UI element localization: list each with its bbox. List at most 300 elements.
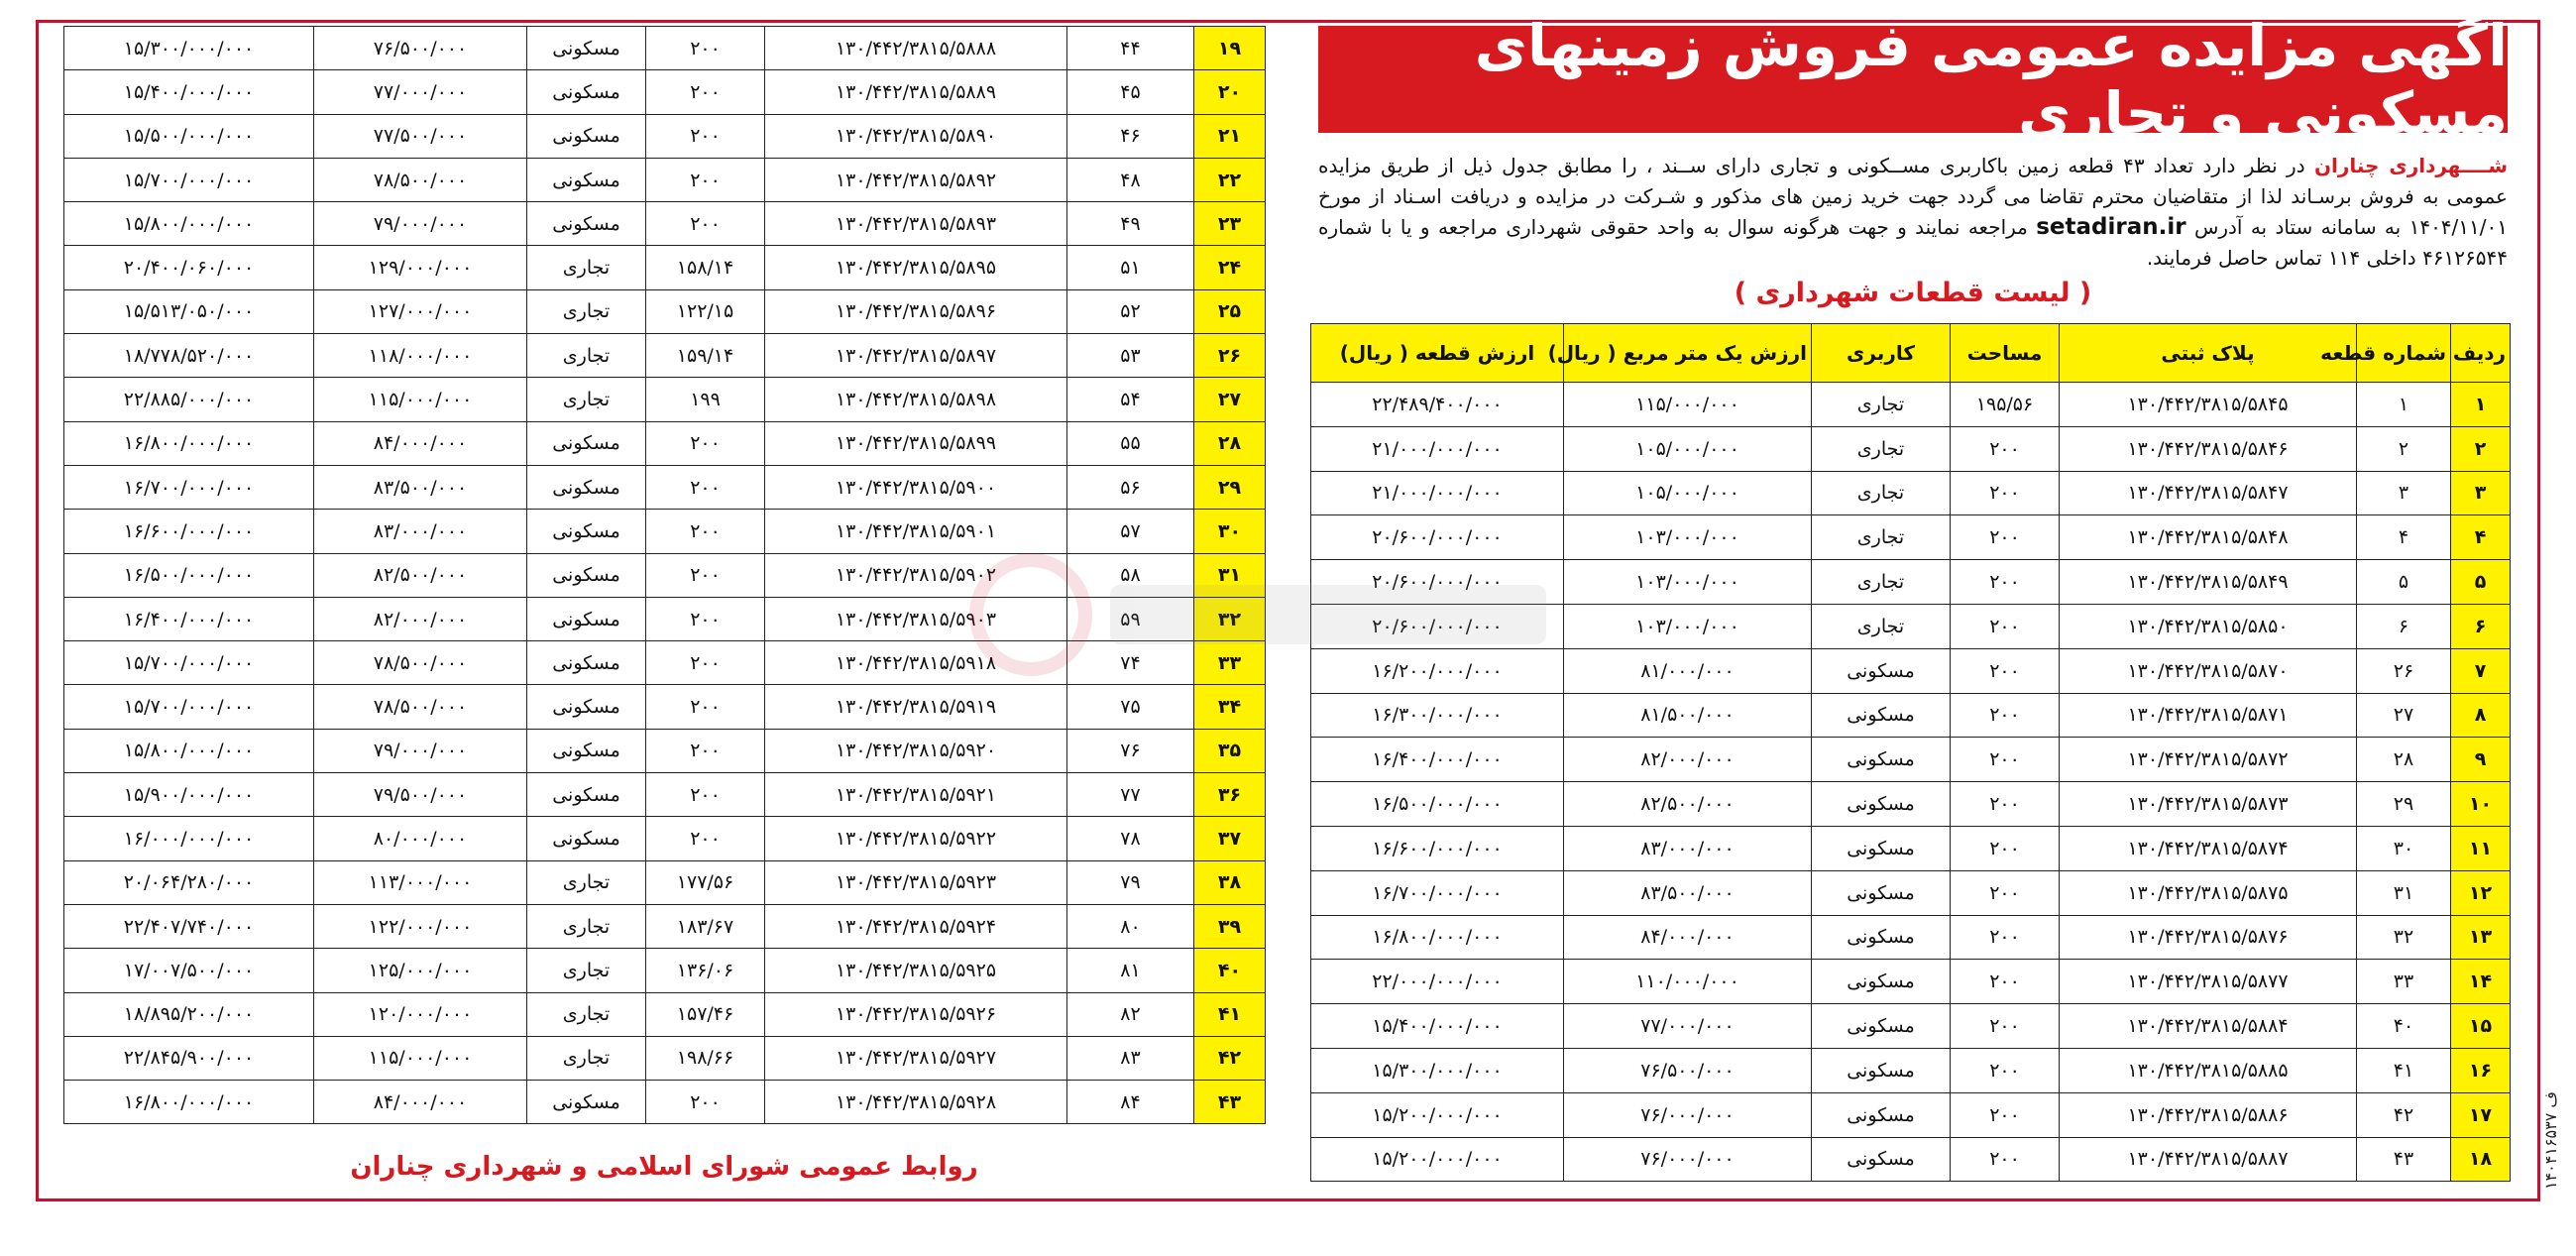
table-row — [1311, 604, 2511, 648]
area-cell: ۲۰۰ — [1951, 1048, 2060, 1092]
price-per-sqm-cell: ۷۶/۵۰۰/۰۰۰ — [314, 27, 527, 70]
parcel-number-cell: ۷۵ — [1067, 685, 1194, 729]
row-number-cell: ۲۶ — [1194, 334, 1266, 378]
table-row — [1311, 560, 2511, 605]
parcel-value-cell: ۱۵/۳۰۰/۰۰۰/۰۰۰ — [1311, 1048, 1564, 1092]
parcel-number-cell: ۵۶ — [1067, 465, 1194, 509]
area-cell: ۲۰۰ — [1951, 471, 2060, 515]
row-number-cell: ۲۰ — [1194, 70, 1266, 114]
price-per-sqm-cell: ۱۰۳/۰۰۰/۰۰۰ — [1564, 560, 1812, 605]
table-header-row — [1311, 324, 2511, 383]
table-row — [1311, 960, 2511, 1004]
table-row — [1311, 738, 2511, 782]
area-cell: ۲۰۰ — [646, 729, 765, 772]
parcel-value-cell: ۱۵/۴۰۰/۰۰۰/۰۰۰ — [1311, 1004, 1564, 1049]
usage-cell: مسکونی — [1812, 648, 1951, 693]
registration-plate-cell: ۱۳۰/۴۴۲/۳۸۱۵/۵۹۲۳ — [765, 860, 1067, 904]
row-number-cell: ۳۱ — [1194, 553, 1266, 597]
area-cell: ۲۰۰ — [1951, 1137, 2060, 1182]
parcel-value-cell: ۲۲/۸۴۵/۹۰۰/۰۰۰ — [64, 1036, 314, 1080]
parcel-value-cell: ۱۶/۸۰۰/۰۰۰/۰۰۰ — [64, 421, 314, 465]
parcel-number-cell: ۵ — [2357, 560, 2451, 605]
parcel-value-cell: ۲۰/۰۶۴/۲۸۰/۰۰۰ — [64, 860, 314, 904]
row-number-cell: ۲ — [2451, 426, 2511, 471]
price-per-sqm-cell: ۱۲۲/۰۰۰/۰۰۰ — [314, 904, 527, 948]
col-header-area: مساحت — [1951, 324, 2060, 383]
parcel-value-cell: ۲۲/۴۰۷/۷۴۰/۰۰۰ — [64, 904, 314, 948]
parcel-value-cell: ۱۵/۷۰۰/۰۰۰/۰۰۰ — [64, 158, 314, 201]
registration-plate-cell: ۱۳۰/۴۴۲/۳۸۱۵/۵۹۰۱ — [765, 510, 1067, 553]
row-number-cell: ۳۴ — [1194, 685, 1266, 729]
parcel-value-cell: ۱۶/۷۰۰/۰۰۰/۰۰۰ — [1311, 870, 1564, 915]
parcel-value-cell: ۲۰/۶۰۰/۰۰۰/۰۰۰ — [1311, 515, 1564, 560]
table-row — [64, 1036, 1266, 1080]
price-per-sqm-cell: ۱۱۵/۰۰۰/۰۰۰ — [314, 1036, 527, 1080]
usage-cell: مسکونی — [1812, 870, 1951, 915]
registration-plate-cell: ۱۳۰/۴۴۲/۳۸۱۵/۵۸۷۵ — [2060, 870, 2357, 915]
usage-cell: تجاری — [527, 334, 646, 378]
row-number-cell: ۳۹ — [1194, 904, 1266, 948]
usage-cell: تجاری — [527, 378, 646, 421]
parcel-number-cell: ۴۱ — [2357, 1048, 2451, 1092]
area-cell: ۲۰۰ — [646, 641, 765, 685]
registration-plate-cell: ۱۳۰/۴۴۲/۳۸۱۵/۵۸۴۷ — [2060, 471, 2357, 515]
registration-plate-cell: ۱۳۰/۴۴۲/۳۸۱۵/۵۹۰۳ — [765, 597, 1067, 640]
row-number-cell: ۹ — [2451, 738, 2511, 782]
parcel-value-cell: ۱۶/۸۰۰/۰۰۰/۰۰۰ — [1311, 915, 1564, 960]
area-cell: ۲۰۰ — [646, 421, 765, 465]
intro-paragraph — [1318, 151, 2508, 274]
usage-cell: تجاری — [527, 904, 646, 948]
price-per-sqm-cell: ۱۱۸/۰۰۰/۰۰۰ — [314, 334, 527, 378]
row-number-cell: ۲۷ — [1194, 378, 1266, 421]
price-per-sqm-cell: ۱۲۹/۰۰۰/۰۰۰ — [314, 246, 527, 289]
usage-cell: مسکونی — [527, 70, 646, 114]
usage-cell: تجاری — [1812, 604, 1951, 648]
usage-cell: مسکونی — [1812, 915, 1951, 960]
usage-cell: مسکونی — [1812, 1092, 1951, 1137]
table-row — [1311, 826, 2511, 870]
usage-cell: تجاری — [527, 992, 646, 1036]
registration-plate-cell: ۱۳۰/۴۴۲/۳۸۱۵/۵۸۷۳ — [2060, 782, 2357, 827]
parcel-value-cell: ۲۲/۸۸۵/۰۰۰/۰۰۰ — [64, 378, 314, 421]
parcel-value-cell: ۱۶/۲۰۰/۰۰۰/۰۰۰ — [1311, 648, 1564, 693]
parcel-number-cell: ۷۶ — [1067, 729, 1194, 772]
price-per-sqm-cell: ۷۸/۵۰۰/۰۰۰ — [314, 685, 527, 729]
row-number-cell: ۲۲ — [1194, 158, 1266, 201]
row-number-cell: ۱۴ — [2451, 960, 2511, 1004]
price-per-sqm-cell: ۱۱۰/۰۰۰/۰۰۰ — [1564, 960, 1812, 1004]
registration-plate-cell: ۱۳۰/۴۴۲/۳۸۱۵/۵۸۹۳ — [765, 202, 1067, 246]
row-number-cell: ۸ — [2451, 693, 2511, 738]
price-per-sqm-cell: ۸۴/۰۰۰/۰۰۰ — [1564, 915, 1812, 960]
table-row — [64, 597, 1266, 640]
parcel-value-cell: ۱۵/۷۰۰/۰۰۰/۰۰۰ — [64, 641, 314, 685]
parcel-value-cell: ۱۸/۷۷۸/۵۲۰/۰۰۰ — [64, 334, 314, 378]
parcel-value-cell: ۱۵/۵۱۳/۰۵۰/۰۰۰ — [64, 289, 314, 333]
usage-cell: مسکونی — [527, 1081, 646, 1124]
parcel-number-cell: ۳۳ — [2357, 960, 2451, 1004]
parcel-number-cell: ۷۷ — [1067, 773, 1194, 817]
parcel-value-cell: ۱۵/۸۰۰/۰۰۰/۰۰۰ — [64, 202, 314, 246]
row-number-cell: ۲۱ — [1194, 114, 1266, 158]
registration-plate-cell: ۱۳۰/۴۴۲/۳۸۱۵/۵۸۴۶ — [2060, 426, 2357, 471]
municipality-name: شــــهرداری چناران — [2313, 154, 2509, 177]
registration-plate-cell: ۱۳۰/۴۴۲/۳۸۱۵/۵۸۹۶ — [765, 289, 1067, 333]
parcel-number-cell: ۲۹ — [2357, 782, 2451, 827]
table-row — [64, 289, 1266, 333]
area-cell: ۲۰۰ — [646, 465, 765, 509]
price-per-sqm-cell: ۸۲/۵۰۰/۰۰۰ — [314, 553, 527, 597]
area-cell: ۲۰۰ — [646, 597, 765, 640]
row-number-cell: ۳۵ — [1194, 729, 1266, 772]
registration-plate-cell: ۱۳۰/۴۴۲/۳۸۱۵/۵۸۹۹ — [765, 421, 1067, 465]
parcel-value-cell: ۱۶/۴۰۰/۰۰۰/۰۰۰ — [1311, 738, 1564, 782]
table-row — [1311, 648, 2511, 693]
registration-plate-cell: ۱۳۰/۴۴۲/۳۸۱۵/۵۸۹۵ — [765, 246, 1067, 289]
table-row — [1311, 515, 2511, 560]
registration-plate-cell: ۱۳۰/۴۴۲/۳۸۱۵/۵۹۲۸ — [765, 1081, 1067, 1124]
col-header-price-per-sqm: ارزش یک متر مربع ( ریال) — [1564, 324, 1812, 383]
table-row — [64, 904, 1266, 948]
usage-cell: تجاری — [1812, 560, 1951, 605]
table-row — [64, 553, 1266, 597]
table-row — [1311, 693, 2511, 738]
parcel-value-cell: ۲۰/۴۰۰/۰۶۰/۰۰۰ — [64, 246, 314, 289]
area-cell: ۱۹۵/۵۶ — [1951, 383, 2060, 427]
registration-plate-cell: ۱۳۰/۴۴۲/۳۸۱۵/۵۸۹۸ — [765, 378, 1067, 421]
table-row — [1311, 1048, 2511, 1092]
row-number-cell: ۲۳ — [1194, 202, 1266, 246]
price-per-sqm-cell: ۸۳/۵۰۰/۰۰۰ — [1564, 870, 1812, 915]
area-cell: ۲۰۰ — [646, 773, 765, 817]
table-row — [64, 465, 1266, 509]
price-per-sqm-cell: ۸۴/۰۰۰/۰۰۰ — [314, 1081, 527, 1124]
parcel-number-cell: ۴۹ — [1067, 202, 1194, 246]
area-cell: ۲۰۰ — [646, 70, 765, 114]
row-number-cell: ۶ — [2451, 604, 2511, 648]
parcel-value-cell: ۱۸/۸۹۵/۲۰۰/۰۰۰ — [64, 992, 314, 1036]
usage-cell: تجاری — [1812, 515, 1951, 560]
parcel-number-cell: ۸۴ — [1067, 1081, 1194, 1124]
parcel-number-cell: ۵۷ — [1067, 510, 1194, 553]
registration-plate-cell: ۱۳۰/۴۴۲/۳۸۱۵/۵۹۱۸ — [765, 641, 1067, 685]
price-per-sqm-cell: ۸۱/۰۰۰/۰۰۰ — [1564, 648, 1812, 693]
row-number-cell: ۳۳ — [1194, 641, 1266, 685]
price-per-sqm-cell: ۸۲/۵۰۰/۰۰۰ — [1564, 782, 1812, 827]
parcel-number-cell: ۵۹ — [1067, 597, 1194, 640]
parcel-number-cell: ۵۱ — [1067, 246, 1194, 289]
parcel-value-cell: ۲۱/۰۰۰/۰۰۰/۰۰۰ — [1311, 426, 1564, 471]
parcel-value-cell: ۱۶/۶۰۰/۰۰۰/۰۰۰ — [64, 510, 314, 553]
row-number-cell: ۵ — [2451, 560, 2511, 605]
row-number-cell: ۱۶ — [2451, 1048, 2511, 1092]
registration-plate-cell: ۱۳۰/۴۴۲/۳۸۱۵/۵۹۲۰ — [765, 729, 1067, 772]
parcel-value-cell: ۱۵/۳۰۰/۰۰۰/۰۰۰ — [64, 27, 314, 70]
row-number-cell: ۲۴ — [1194, 246, 1266, 289]
registration-plate-cell: ۱۳۰/۴۴۲/۳۸۱۵/۵۹۲۴ — [765, 904, 1067, 948]
parcel-value-cell: ۱۶/۵۰۰/۰۰۰/۰۰۰ — [64, 553, 314, 597]
table-row — [64, 70, 1266, 114]
price-per-sqm-cell: ۱۱۵/۰۰۰/۰۰۰ — [1564, 383, 1812, 427]
parcel-value-cell: ۱۶/۰۰۰/۰۰۰/۰۰۰ — [64, 817, 314, 860]
registration-plate-cell: ۱۳۰/۴۴۲/۳۸۱۵/۵۸۸۹ — [765, 70, 1067, 114]
area-cell: ۲۰۰ — [646, 27, 765, 70]
registration-plate-cell: ۱۳۰/۴۴۲/۳۸۱۵/۵۸۸۵ — [2060, 1048, 2357, 1092]
registration-plate-cell: ۱۳۰/۴۴۲/۳۸۱۵/۵۹۲۶ — [765, 992, 1067, 1036]
site-address: setadiran.ir — [2036, 214, 2186, 240]
area-cell: ۲۰۰ — [1951, 1004, 2060, 1049]
registration-plate-cell: ۱۳۰/۴۴۲/۳۸۱۵/۵۸۷۲ — [2060, 738, 2357, 782]
parcel-number-cell: ۴ — [2357, 515, 2451, 560]
registration-plate-cell: ۱۳۰/۴۴۲/۳۸۱۵/۵۸۸۸ — [765, 27, 1067, 70]
usage-cell: مسکونی — [527, 817, 646, 860]
area-cell: ۲۰۰ — [1951, 826, 2060, 870]
registration-plate-cell: ۱۳۰/۴۴۲/۳۸۱۵/۵۸۸۴ — [2060, 1004, 2357, 1049]
usage-cell: مسکونی — [527, 421, 646, 465]
table-row — [1311, 1137, 2511, 1182]
area-cell: ۲۰۰ — [1951, 870, 2060, 915]
registration-plate-cell: ۱۳۰/۴۴۲/۳۸۱۵/۵۹۲۷ — [765, 1036, 1067, 1080]
table-row — [64, 641, 1266, 685]
price-per-sqm-cell: ۱۱۵/۰۰۰/۰۰۰ — [314, 378, 527, 421]
row-number-cell: ۴۳ — [1194, 1081, 1266, 1124]
price-per-sqm-cell: ۱۰۳/۰۰۰/۰۰۰ — [1564, 604, 1812, 648]
row-number-cell: ۲۵ — [1194, 289, 1266, 333]
area-cell: ۲۰۰ — [646, 510, 765, 553]
usage-cell: تجاری — [527, 289, 646, 333]
registration-plate-cell: ۱۳۰/۴۴۲/۳۸۱۵/۵۸۸۶ — [2060, 1092, 2357, 1137]
ad-title-banner — [1318, 12, 2508, 147]
parcel-value-cell: ۱۶/۵۰۰/۰۰۰/۰۰۰ — [1311, 782, 1564, 827]
area-cell: ۱۵۷/۴۶ — [646, 992, 765, 1036]
parcel-number-cell: ۲۷ — [2357, 693, 2451, 738]
parcel-value-cell: ۱۵/۲۰۰/۰۰۰/۰۰۰ — [1311, 1137, 1564, 1182]
price-per-sqm-cell: ۷۹/۰۰۰/۰۰۰ — [314, 202, 527, 246]
parcel-value-cell: ۲۲/۰۰۰/۰۰۰/۰۰۰ — [1311, 960, 1564, 1004]
usage-cell: تجاری — [527, 1036, 646, 1080]
parcel-value-cell: ۲۲/۴۸۹/۴۰۰/۰۰۰ — [1311, 383, 1564, 427]
table-row — [64, 949, 1266, 992]
usage-cell: تجاری — [1812, 426, 1951, 471]
area-cell: ۲۰۰ — [1951, 960, 2060, 1004]
parcels-table-left — [63, 26, 1265, 1124]
price-per-sqm-cell: ۷۷/۰۰۰/۰۰۰ — [1564, 1004, 1812, 1049]
parcel-value-cell: ۱۷/۰۰۷/۵۰۰/۰۰۰ — [64, 949, 314, 992]
parcel-value-cell: ۱۵/۲۰۰/۰۰۰/۰۰۰ — [1311, 1092, 1564, 1137]
table-row — [1311, 1004, 2511, 1049]
registration-plate-cell: ۱۳۰/۴۴۲/۳۸۱۵/۵۸۷۱ — [2060, 693, 2357, 738]
usage-cell: مسکونی — [527, 729, 646, 772]
area-cell: ۱۸۳/۶۷ — [646, 904, 765, 948]
price-per-sqm-cell: ۱۰۵/۰۰۰/۰۰۰ — [1564, 426, 1812, 471]
row-number-cell: ۳ — [2451, 471, 2511, 515]
area-cell: ۱۳۶/۰۶ — [646, 949, 765, 992]
row-number-cell: ۳۶ — [1194, 773, 1266, 817]
usage-cell: مسکونی — [1812, 826, 1951, 870]
table-row — [64, 158, 1266, 201]
registration-plate-cell: ۱۳۰/۴۴۲/۳۸۱۵/۵۸۹۲ — [765, 158, 1067, 201]
price-per-sqm-cell: ۱۲۵/۰۰۰/۰۰۰ — [314, 949, 527, 992]
table-row — [64, 202, 1266, 246]
registration-plate-cell: ۱۳۰/۴۴۲/۳۸۱۵/۵۸۹۰ — [765, 114, 1067, 158]
table-row — [1311, 471, 2511, 515]
row-number-cell: ۱۵ — [2451, 1004, 2511, 1049]
table-row — [64, 685, 1266, 729]
parcel-value-cell: ۱۵/۸۰۰/۰۰۰/۰۰۰ — [64, 729, 314, 772]
row-number-cell: ۱۹ — [1194, 27, 1266, 70]
parcel-value-cell: ۱۵/۴۰۰/۰۰۰/۰۰۰ — [64, 70, 314, 114]
registration-plate-cell: ۱۳۰/۴۴۲/۳۸۱۵/۵۸۷۴ — [2060, 826, 2357, 870]
registration-plate-cell: ۱۳۰/۴۴۲/۳۸۱۵/۵۹۰۰ — [765, 465, 1067, 509]
area-cell: ۲۰۰ — [1951, 1092, 2060, 1137]
area-cell: ۲۰۰ — [1951, 738, 2060, 782]
price-per-sqm-cell: ۸۲/۰۰۰/۰۰۰ — [1564, 738, 1812, 782]
area-cell: ۱۵۸/۱۴ — [646, 246, 765, 289]
usage-cell: تجاری — [527, 246, 646, 289]
area-cell: ۱۹۹ — [646, 378, 765, 421]
price-per-sqm-cell: ۷۶/۰۰۰/۰۰۰ — [1564, 1092, 1812, 1137]
area-cell: ۲۰۰ — [646, 158, 765, 201]
price-per-sqm-cell: ۸۰/۰۰۰/۰۰۰ — [314, 817, 527, 860]
footer-signature: روابط عمومی شورای اسلامی و شهرداری چناران — [350, 1152, 978, 1182]
registration-plate-cell: ۱۳۰/۴۴۲/۳۸۱۵/۵۸۵۰ — [2060, 604, 2357, 648]
registration-plate-cell: ۱۳۰/۴۴۲/۳۸۱۵/۵۸۷۶ — [2060, 915, 2357, 960]
parcel-number-cell: ۵۲ — [1067, 289, 1194, 333]
row-number-cell: ۷ — [2451, 648, 2511, 693]
col-header-parcel-number: شماره قطعه — [2357, 324, 2451, 383]
price-per-sqm-cell: ۷۶/۰۰۰/۰۰۰ — [1564, 1137, 1812, 1182]
area-cell: ۲۰۰ — [646, 553, 765, 597]
registration-plate-cell: ۱۳۰/۴۴۲/۳۸۱۵/۵۸۷۷ — [2060, 960, 2357, 1004]
parcel-number-cell: ۸۰ — [1067, 904, 1194, 948]
registration-plate-cell: ۱۳۰/۴۴۲/۳۸۱۵/۵۹۲۱ — [765, 773, 1067, 817]
row-number-cell: ۴ — [2451, 515, 2511, 560]
registration-plate-cell: ۱۳۰/۴۴۲/۳۸۱۵/۵۸۸۷ — [2060, 1137, 2357, 1182]
price-per-sqm-cell: ۷۸/۵۰۰/۰۰۰ — [314, 158, 527, 201]
registration-plate-cell: ۱۳۰/۴۴۲/۳۸۱۵/۵۸۴۸ — [2060, 515, 2357, 560]
parcel-value-cell: ۱۵/۵۰۰/۰۰۰/۰۰۰ — [64, 114, 314, 158]
table-row — [64, 378, 1266, 421]
col-header-registration-plate: پلاک ثبتی — [2060, 324, 2357, 383]
area-cell: ۲۰۰ — [646, 817, 765, 860]
parcel-number-cell: ۵۴ — [1067, 378, 1194, 421]
row-number-cell: ۱۲ — [2451, 870, 2511, 915]
parcel-value-cell: ۱۶/۶۰۰/۰۰۰/۰۰۰ — [1311, 826, 1564, 870]
area-cell: ۲۰۰ — [1951, 782, 2060, 827]
area-cell: ۱۵۹/۱۴ — [646, 334, 765, 378]
usage-cell: مسکونی — [527, 158, 646, 201]
usage-cell: مسکونی — [527, 510, 646, 553]
usage-cell: مسکونی — [527, 597, 646, 640]
row-number-cell: ۴۰ — [1194, 949, 1266, 992]
intro-text-1: در نظر دارد تعداد ۴۳ قطعه زمین باکاربری مســکونی و تجاری دارای ســند ، را مطابق جدول ذیل از طریق مزایده عمومی به فروش برسـاند لذا از متقاضیان محترم تقاضا می گردد جهت خرید زمین های مذکور و شـرکت در مزایده و دریافت اسـناد از مورخ ۱۴۰۴/۱۱/۰۱ به سامانه ستاد به آدرس — [1318, 154, 2508, 239]
usage-cell: مسکونی — [1812, 1048, 1951, 1092]
usage-cell: مسکونی — [527, 27, 646, 70]
table-row — [64, 510, 1266, 553]
row-number-cell: ۳۰ — [1194, 510, 1266, 553]
usage-cell: تجاری — [1812, 471, 1951, 515]
parcel-number-cell: ۴۰ — [2357, 1004, 2451, 1049]
area-cell: ۲۰۰ — [1951, 648, 2060, 693]
row-number-cell: ۲۸ — [1194, 421, 1266, 465]
usage-cell: مسکونی — [1812, 1004, 1951, 1049]
area-cell: ۲۰۰ — [646, 114, 765, 158]
parcel-number-cell: ۸۱ — [1067, 949, 1194, 992]
row-number-cell: ۴۱ — [1194, 992, 1266, 1036]
parcel-number-cell: ۷۸ — [1067, 817, 1194, 860]
parcel-number-cell: ۲۸ — [2357, 738, 2451, 782]
price-per-sqm-cell: ۷۹/۵۰۰/۰۰۰ — [314, 773, 527, 817]
parcel-number-cell: ۵۵ — [1067, 421, 1194, 465]
parcel-value-cell: ۲۱/۰۰۰/۰۰۰/۰۰۰ — [1311, 471, 1564, 515]
table-row — [64, 1081, 1266, 1124]
table-row — [64, 334, 1266, 378]
table-row — [64, 992, 1266, 1036]
area-cell: ۱۲۲/۱۵ — [646, 289, 765, 333]
row-number-cell: ۳۷ — [1194, 817, 1266, 860]
parcel-value-cell: ۲۰/۶۰۰/۰۰۰/۰۰۰ — [1311, 560, 1564, 605]
parcel-number-cell: ۲ — [2357, 426, 2451, 471]
price-per-sqm-cell: ۸۲/۰۰۰/۰۰۰ — [314, 597, 527, 640]
parcel-value-cell: ۲۰/۶۰۰/۰۰۰/۰۰۰ — [1311, 604, 1564, 648]
area-cell: ۲۰۰ — [1951, 560, 2060, 605]
table-row — [64, 773, 1266, 817]
area-cell: ۱۹۸/۶۶ — [646, 1036, 765, 1080]
parcel-number-cell: ۵۳ — [1067, 334, 1194, 378]
row-number-cell: ۱۸ — [2451, 1137, 2511, 1182]
parcel-value-cell: ۱۶/۳۰۰/۰۰۰/۰۰۰ — [1311, 693, 1564, 738]
col-header-parcel-value: ارزش قطعه ( ریال) — [1311, 324, 1564, 383]
usage-cell: مسکونی — [1812, 960, 1951, 1004]
parcel-number-cell: ۴۲ — [2357, 1092, 2451, 1137]
area-cell: ۱۷۷/۵۶ — [646, 860, 765, 904]
parcel-number-cell: ۳۱ — [2357, 870, 2451, 915]
table-row — [64, 114, 1266, 158]
price-per-sqm-cell: ۷۷/۰۰۰/۰۰۰ — [314, 70, 527, 114]
price-per-sqm-cell: ۸۳/۵۰۰/۰۰۰ — [314, 465, 527, 509]
parcel-number-cell: ۳ — [2357, 471, 2451, 515]
area-cell: ۲۰۰ — [646, 1081, 765, 1124]
parcel-number-cell: ۵۸ — [1067, 553, 1194, 597]
registration-plate-cell: ۱۳۰/۴۴۲/۳۸۱۵/۵۸۷۰ — [2060, 648, 2357, 693]
area-cell: ۲۰۰ — [1951, 915, 2060, 960]
table-row — [1311, 915, 2511, 960]
table-row — [1311, 870, 2511, 915]
usage-cell: تجاری — [1812, 383, 1951, 427]
parcel-number-cell: ۸۲ — [1067, 992, 1194, 1036]
area-cell: ۲۰۰ — [646, 202, 765, 246]
table-row — [64, 729, 1266, 772]
usage-cell: مسکونی — [527, 202, 646, 246]
table-row — [1311, 782, 2511, 827]
registration-plate-cell: ۱۳۰/۴۴۲/۳۸۱۵/۵۸۴۹ — [2060, 560, 2357, 605]
usage-cell: مسکونی — [527, 114, 646, 158]
registration-plate-cell: ۱۳۰/۴۴۲/۳۸۱۵/۵۹۰۲ — [765, 553, 1067, 597]
ad-side-code: ۱۴۰۴۱۶۵۳۷ ف — [2541, 1090, 2560, 1190]
area-cell: ۲۰۰ — [1951, 515, 2060, 560]
parcel-value-cell: ۱۵/۹۰۰/۰۰۰/۰۰۰ — [64, 773, 314, 817]
intro-text-2: مراجعه نمایند و جهت هرگونه سوال به واحد حقوقی شهرداری مراجعه و یا با شماره ۴۶۱۲۶۵۴۴ داخلی ۱۱۴ تماس حاصل فرمایند. — [1318, 215, 2508, 270]
price-per-sqm-cell: ۷۸/۵۰۰/۰۰۰ — [314, 641, 527, 685]
registration-plate-cell: ۱۳۰/۴۴۲/۳۸۱۵/۵۹۲۲ — [765, 817, 1067, 860]
price-per-sqm-cell: ۸۱/۵۰۰/۰۰۰ — [1564, 693, 1812, 738]
registration-plate-cell: ۱۳۰/۴۴۲/۳۸۱۵/۵۹۲۵ — [765, 949, 1067, 992]
row-number-cell: ۱۱ — [2451, 826, 2511, 870]
price-per-sqm-cell: ۱۲۰/۰۰۰/۰۰۰ — [314, 992, 527, 1036]
area-cell: ۲۰۰ — [1951, 604, 2060, 648]
parcel-number-cell: ۷۹ — [1067, 860, 1194, 904]
